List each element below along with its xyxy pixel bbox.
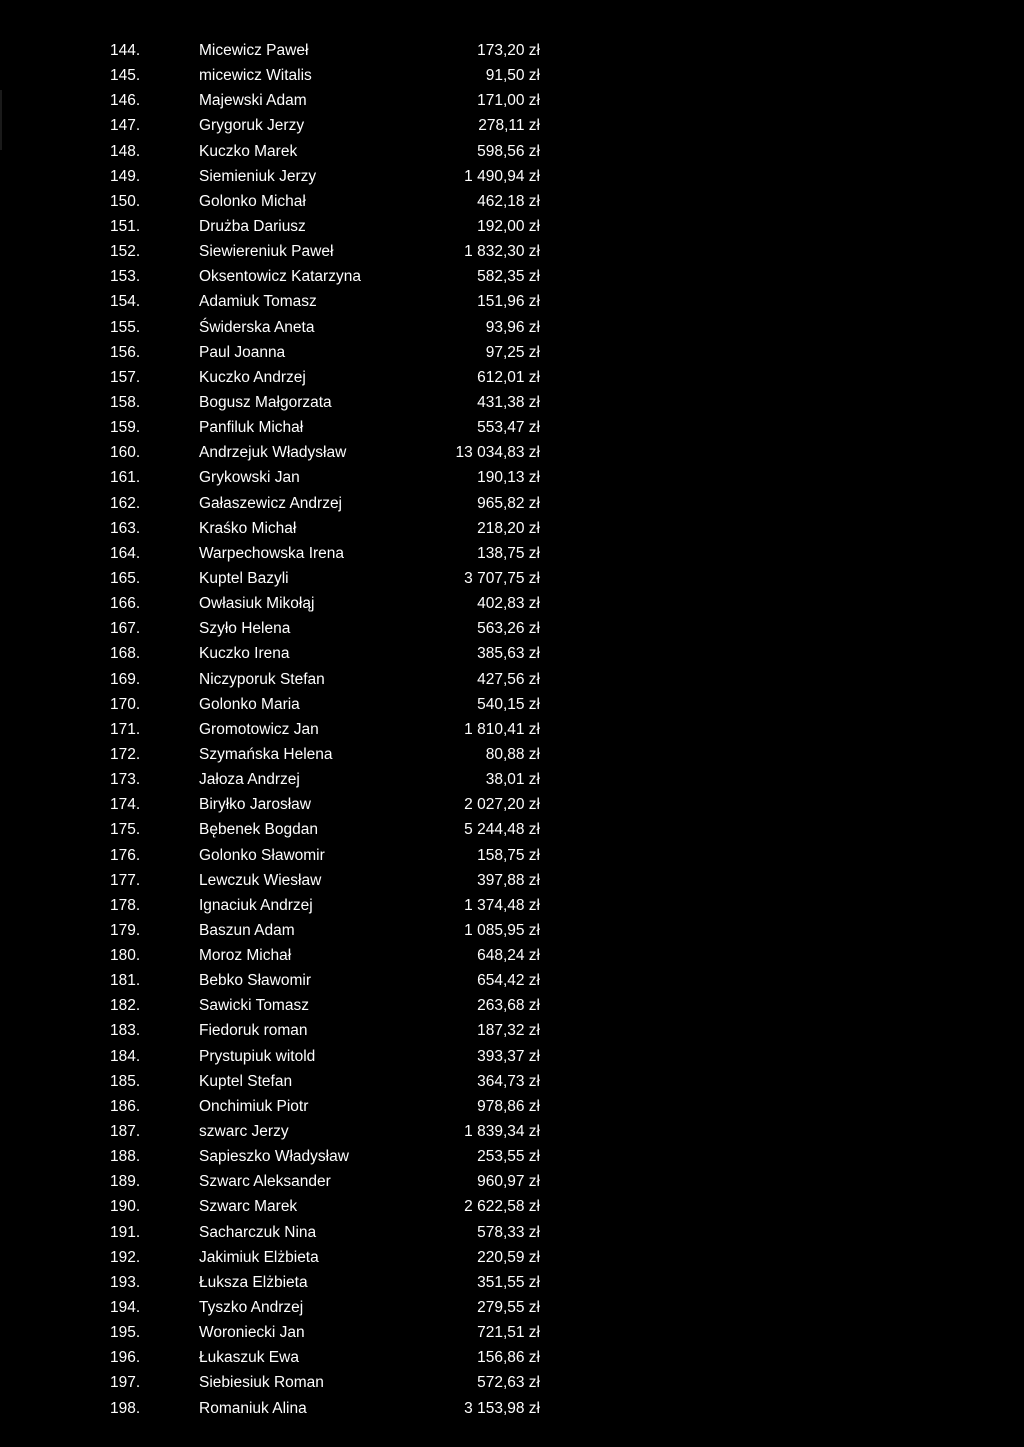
person-name: Owłasiuk Mikołąj xyxy=(199,595,315,613)
table-row xyxy=(0,164,1024,189)
person-name: Drużba Dariusz xyxy=(199,217,306,235)
person-name: Paul Joanna xyxy=(199,343,286,361)
table-row xyxy=(0,717,1024,742)
amount: 2 027,20 zł xyxy=(464,796,540,814)
table-row xyxy=(0,1320,1024,1345)
person-name: Fiedoruk roman xyxy=(199,1022,308,1040)
row-number: 149. xyxy=(110,167,141,185)
person-name: Grykowski Jan xyxy=(199,469,300,487)
table-row xyxy=(0,817,1024,842)
person-name: Golonko Maria xyxy=(199,695,300,713)
row-number: 196. xyxy=(110,1349,141,1367)
row-number: 176. xyxy=(110,846,141,864)
person-name: szwarc Jerzy xyxy=(199,1123,289,1141)
amount: 138,75 zł xyxy=(477,544,540,562)
person-name: Baszun Adam xyxy=(199,921,295,939)
table-row xyxy=(0,38,1024,63)
person-name: Sapieszko Władysław xyxy=(199,1148,349,1166)
amount: 278,11 zł xyxy=(478,117,540,135)
table-row xyxy=(0,993,1024,1018)
table-row xyxy=(0,88,1024,113)
amount: 612,01 zł xyxy=(477,368,540,386)
amount: 171,00 zł xyxy=(477,92,540,110)
table-row xyxy=(0,1345,1024,1370)
amount: 1 839,34 zł xyxy=(464,1123,540,1141)
row-number: 161. xyxy=(110,469,141,487)
table-row xyxy=(0,767,1024,792)
row-number: 160. xyxy=(110,444,141,462)
amount: 1 490,94 zł xyxy=(464,167,540,185)
person-name: Tyszko Andrzej xyxy=(199,1299,304,1317)
table-row xyxy=(0,315,1024,340)
person-name: Łukaszuk Ewa xyxy=(199,1349,299,1367)
row-number: 190. xyxy=(110,1198,141,1216)
amount: 192,00 zł xyxy=(477,217,540,235)
person-name: Gromotowicz Jan xyxy=(199,720,319,738)
table-row xyxy=(0,239,1024,264)
row-number: 154. xyxy=(110,293,141,311)
row-number: 178. xyxy=(110,896,141,914)
table-row xyxy=(0,440,1024,465)
table-row xyxy=(0,692,1024,717)
table-row xyxy=(0,390,1024,415)
row-number: 191. xyxy=(110,1223,141,1241)
amount: 151,96 zł xyxy=(477,293,540,311)
table-row xyxy=(0,1396,1024,1421)
row-number: 180. xyxy=(110,947,141,965)
table-row xyxy=(0,843,1024,868)
table-row xyxy=(0,1044,1024,1069)
amount: 190,13 zł xyxy=(477,469,540,487)
row-number: 175. xyxy=(110,821,141,839)
person-name: Siebiesiuk Roman xyxy=(199,1374,324,1392)
table-row xyxy=(0,63,1024,88)
amount: 279,55 zł xyxy=(477,1299,540,1317)
table-row xyxy=(0,1245,1024,1270)
row-number: 151. xyxy=(110,217,141,235)
amount: 397,88 zł xyxy=(477,871,540,889)
person-name: Adamiuk Tomasz xyxy=(199,293,317,311)
row-number: 150. xyxy=(110,192,141,210)
table-row xyxy=(0,289,1024,314)
row-number: 195. xyxy=(110,1324,141,1342)
amount: 3 153,98 zł xyxy=(464,1399,540,1417)
table-row xyxy=(0,918,1024,943)
person-name: Micewicz Paweł xyxy=(199,42,309,59)
table-row xyxy=(0,541,1024,566)
row-number: 171. xyxy=(110,720,141,738)
table-row xyxy=(0,1119,1024,1144)
row-number: 185. xyxy=(110,1072,141,1090)
table-row xyxy=(0,516,1024,541)
table-row xyxy=(0,189,1024,214)
row-number: 156. xyxy=(110,343,141,361)
person-name: Bogusz Małgorzata xyxy=(199,393,332,411)
amount: 431,38 zł xyxy=(477,393,540,411)
table-row xyxy=(0,264,1024,289)
amount: 3 707,75 zł xyxy=(464,569,540,587)
amount: 156,86 zł xyxy=(477,1349,540,1367)
amount: 1 085,95 zł xyxy=(464,921,540,939)
table-row xyxy=(0,1370,1024,1395)
person-name: Jakimiuk Elżbieta xyxy=(199,1248,319,1266)
row-number: 197. xyxy=(110,1374,141,1392)
row-number: 182. xyxy=(110,997,141,1015)
amount: 187,32 zł xyxy=(477,1022,540,1040)
person-name: Majewski Adam xyxy=(199,92,307,110)
table-row xyxy=(0,893,1024,918)
row-number: 181. xyxy=(110,972,141,990)
person-name: Szyło Helena xyxy=(199,620,291,638)
person-name: Kuczko Andrzej xyxy=(199,368,306,386)
person-name: Grygoruk Jerzy xyxy=(199,117,305,135)
row-number: 164. xyxy=(110,544,141,562)
amount: 540,15 zł xyxy=(477,695,540,713)
amount: 351,55 zł xyxy=(477,1273,540,1291)
person-name: Gałaszewicz Andrzej xyxy=(199,494,343,512)
table-row xyxy=(0,868,1024,893)
row-number: 165. xyxy=(110,569,141,587)
row-number: 188. xyxy=(110,1148,141,1166)
row-number: 167. xyxy=(110,620,141,638)
table-row xyxy=(0,465,1024,490)
person-name: Szwarc Marek xyxy=(199,1198,298,1216)
row-number: 192. xyxy=(110,1248,141,1266)
amount: 648,24 zł xyxy=(477,947,540,965)
amount: 253,55 zł xyxy=(477,1148,540,1166)
row-number: 184. xyxy=(110,1047,141,1065)
amount: 965,82 zł xyxy=(477,494,540,512)
amount: 263,68 zł xyxy=(477,997,540,1015)
row-number: 168. xyxy=(110,645,141,663)
person-name: Golonko Sławomir xyxy=(199,846,325,864)
table-row xyxy=(0,113,1024,138)
table-row xyxy=(0,1295,1024,1320)
amount: 393,37 zł xyxy=(477,1047,540,1065)
row-number: 152. xyxy=(110,243,141,261)
person-name: Siewiereniuk Paweł xyxy=(199,243,334,261)
table-row xyxy=(0,491,1024,516)
row-number: 158. xyxy=(110,393,141,411)
row-number: 183. xyxy=(110,1022,141,1040)
table-row xyxy=(0,139,1024,164)
person-name: Panfiluk Michał xyxy=(199,419,304,437)
amount: 385,63 zł xyxy=(477,645,540,663)
person-name: Golonko Michał xyxy=(199,192,306,210)
person-name: Andrzejuk Władysław xyxy=(199,444,347,462)
person-name: Lewczuk Wiesław xyxy=(199,871,322,889)
person-name: Warpechowska Irena xyxy=(199,544,345,562)
amount: 553,47 zł xyxy=(477,419,540,437)
table-row xyxy=(0,1018,1024,1043)
table-row xyxy=(0,1194,1024,1219)
person-name: Ignaciuk Andrzej xyxy=(199,896,313,914)
amount: 1 810,41 zł xyxy=(464,720,540,738)
amount: 572,63 zł xyxy=(477,1374,540,1392)
row-number: 173. xyxy=(110,771,141,789)
row-number: 186. xyxy=(110,1097,141,1115)
row-number: 162. xyxy=(110,494,141,512)
amount: 1 832,30 zł xyxy=(464,243,540,261)
amount: 158,75 zł xyxy=(477,846,540,864)
person-name: Sawicki Tomasz xyxy=(199,997,309,1015)
row-number: 189. xyxy=(110,1173,141,1191)
amount: 2 622,58 zł xyxy=(464,1198,540,1216)
row-number: 170. xyxy=(110,695,141,713)
row-number: 148. xyxy=(110,142,141,160)
row-number: 166. xyxy=(110,595,141,613)
person-name: Szwarc Aleksander xyxy=(199,1173,331,1191)
table-row xyxy=(0,742,1024,767)
person-name: Kuptel Stefan xyxy=(199,1072,293,1090)
person-name: micewicz Witalis xyxy=(199,67,312,85)
amount: 93,96 zł xyxy=(485,318,540,336)
amount: 654,42 zł xyxy=(477,972,540,990)
row-number: 177. xyxy=(110,871,141,889)
person-name: Woroniecki Jan xyxy=(199,1324,305,1342)
table-row xyxy=(0,792,1024,817)
person-name: Prystupiuk witold xyxy=(199,1047,316,1065)
person-name: Biryłko Jarosław xyxy=(199,796,311,814)
row-number: 145. xyxy=(110,67,141,85)
table-row xyxy=(0,667,1024,692)
amount: 91,50 zł xyxy=(485,67,540,85)
row-number: 144. xyxy=(110,42,141,59)
amount: 721,51 zł xyxy=(477,1324,540,1342)
row-number: 169. xyxy=(110,670,141,688)
row-number: 147. xyxy=(110,117,141,135)
row-number: 194. xyxy=(110,1299,141,1317)
amount: 97,25 zł xyxy=(485,343,540,361)
person-name: Kuptel Bazyli xyxy=(199,569,289,587)
table-row xyxy=(0,968,1024,993)
amount: 1 374,48 zł xyxy=(464,896,540,914)
amount: 462,18 zł xyxy=(477,192,540,210)
row-number: 198. xyxy=(110,1399,141,1417)
table-row xyxy=(0,566,1024,591)
row-number: 146. xyxy=(110,92,141,110)
table-row xyxy=(0,591,1024,616)
table-row xyxy=(0,214,1024,239)
table-row xyxy=(0,943,1024,968)
person-name: Jałoza Andrzej xyxy=(199,771,300,789)
amount: 578,33 zł xyxy=(477,1223,540,1241)
row-number: 187. xyxy=(110,1123,141,1141)
table-row xyxy=(0,1220,1024,1245)
amount: 978,86 zł xyxy=(477,1097,540,1115)
person-name: Sacharczuk Nina xyxy=(199,1223,317,1241)
amount: 218,20 zł xyxy=(477,519,540,537)
person-name: Łuksza Elżbieta xyxy=(199,1273,308,1291)
amount: 5 244,48 zł xyxy=(464,821,540,839)
row-number: 193. xyxy=(110,1273,141,1291)
person-name: Szymańska Helena xyxy=(199,745,333,763)
person-name: Romaniuk Alina xyxy=(199,1399,307,1417)
row-number: 163. xyxy=(110,519,141,537)
person-name: Bebko Sławomir xyxy=(199,972,311,990)
table-row xyxy=(0,415,1024,440)
row-number: 172. xyxy=(110,745,141,763)
table-row xyxy=(0,1144,1024,1169)
person-name: Siemieniuk Jerzy xyxy=(199,167,317,185)
amount: 960,97 zł xyxy=(477,1173,540,1191)
table-row xyxy=(0,1069,1024,1094)
table-row xyxy=(0,641,1024,666)
person-name: Bębenek Bogdan xyxy=(199,821,318,839)
table-row xyxy=(0,1094,1024,1119)
table-row xyxy=(0,365,1024,390)
amount: 582,35 zł xyxy=(477,268,540,286)
table-row xyxy=(0,1169,1024,1194)
table-row xyxy=(0,616,1024,641)
amount: 80,88 zł xyxy=(485,745,540,763)
row-number: 159. xyxy=(110,419,141,437)
person-name: Onchimiuk Piotr xyxy=(199,1097,309,1115)
amount: 563,26 zł xyxy=(477,620,540,638)
row-number: 179. xyxy=(110,921,141,939)
table-row xyxy=(0,340,1024,365)
row-number: 153. xyxy=(110,268,141,286)
amount: 38,01 zł xyxy=(485,771,540,789)
person-name: Kuczko Irena xyxy=(199,645,290,663)
row-number: 157. xyxy=(110,368,141,386)
person-name: Świderska Aneta xyxy=(199,318,315,336)
person-name: Kuczko Marek xyxy=(199,142,298,160)
amount: 598,56 zł xyxy=(477,142,540,160)
amount: 13 034,83 zł xyxy=(455,444,540,462)
payment-list-table xyxy=(0,38,1024,1421)
amount: 173,20 zł xyxy=(477,42,540,59)
person-name: Oksentowicz Katarzyna xyxy=(199,268,361,286)
amount: 402,83 zł xyxy=(477,595,540,613)
amount: 364,73 zł xyxy=(477,1072,540,1090)
amount: 427,56 zł xyxy=(477,670,540,688)
row-number: 174. xyxy=(110,796,141,814)
row-number: 155. xyxy=(110,318,141,336)
amount: 220,59 zł xyxy=(477,1248,540,1266)
person-name: Moroz Michał xyxy=(199,947,292,965)
person-name: Kraśko Michał xyxy=(199,519,297,537)
person-name: Niczyporuk Stefan xyxy=(199,670,325,688)
table-row xyxy=(0,1270,1024,1295)
